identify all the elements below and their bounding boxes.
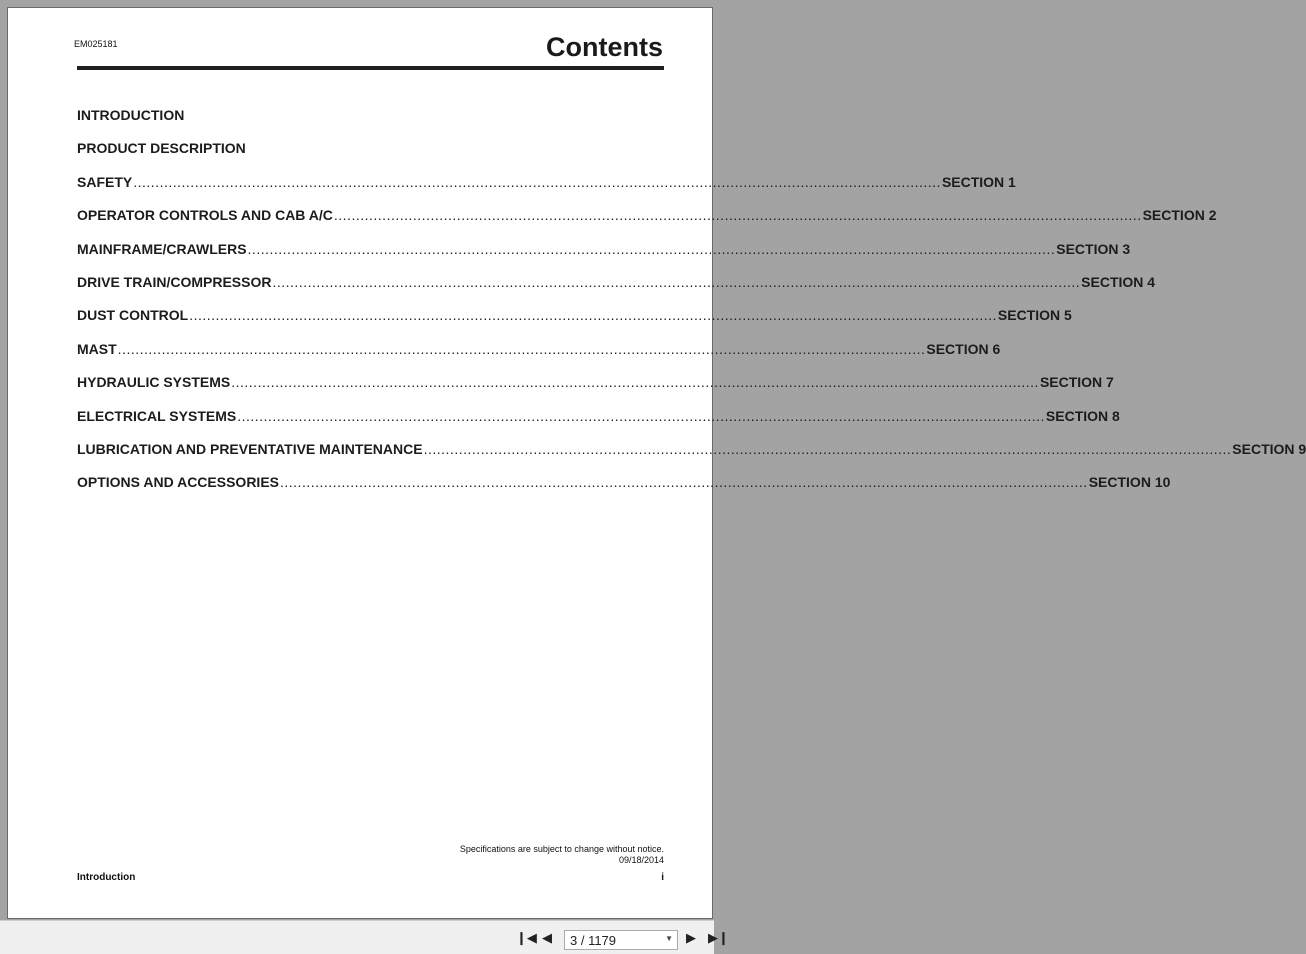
dot-leader xyxy=(280,474,1088,490)
toc-entry[interactable] xyxy=(77,440,1306,474)
toc-label: PRODUCT DESCRIPTION xyxy=(77,140,246,157)
toc-section: SECTION 10 xyxy=(1088,474,1171,491)
toc-entry[interactable] xyxy=(77,240,1131,274)
chevron-down-icon: ▼ xyxy=(665,934,673,943)
toc-entry[interactable] xyxy=(77,173,1016,207)
page-title: Contents xyxy=(546,32,663,62)
toc-entry[interactable] xyxy=(77,107,659,140)
toc-label: HYDRAULIC SYSTEMS xyxy=(77,374,231,391)
toc-section: SECTION 3 xyxy=(1056,240,1131,257)
toc-section: SECTION 4 xyxy=(1081,273,1156,290)
dot-leader xyxy=(334,207,1142,223)
dot-leader xyxy=(237,408,1045,424)
page-selector[interactable] xyxy=(564,930,678,950)
previous-page-icon[interactable]: ◀ xyxy=(542,930,552,945)
toc-entry[interactable] xyxy=(77,474,1171,507)
toc-section: SECTION 6 xyxy=(926,340,1001,357)
toc-section: SECTION 8 xyxy=(1045,407,1120,424)
toc-section: SECTION 1 xyxy=(941,173,1016,190)
dot-leader xyxy=(231,374,1039,390)
last-page-icon[interactable]: ▶❙ xyxy=(708,930,729,945)
toc-section: SECTION 9 xyxy=(1232,440,1306,457)
toc-entry[interactable] xyxy=(77,340,1001,374)
toc-section: SECTION 5 xyxy=(997,307,1072,324)
document-id: EM025181 xyxy=(74,39,118,49)
toc-section: SECTION 7 xyxy=(1039,374,1114,391)
revision-date: 09/18/2014 xyxy=(618,855,664,865)
toc-label: OPTIONS AND ACCESSORIES xyxy=(77,474,279,491)
toc-label: OPERATOR CONTROLS AND CAB A/C xyxy=(77,207,333,224)
toc-entry[interactable] xyxy=(77,140,659,173)
toc-label: LUBRICATION AND PREVENTATIVE MAINTENANCE xyxy=(77,440,423,457)
toc-entry[interactable] xyxy=(77,207,1217,240)
toc-section: SECTION 2 xyxy=(1142,207,1217,224)
pdf-page xyxy=(7,7,1306,919)
toc-entry[interactable] xyxy=(77,374,1114,407)
toc-label: INTRODUCTION xyxy=(77,107,185,123)
dot-leader xyxy=(272,274,1080,290)
toc-label: ELECTRICAL SYSTEMS xyxy=(77,407,237,424)
toc-entry[interactable] xyxy=(77,307,1072,340)
next-page-icon[interactable]: ▶ xyxy=(686,930,696,945)
notice-text: Specifications are subject to change without notice. xyxy=(459,844,664,854)
footer-page-number: i xyxy=(661,872,664,883)
toc-label: MAST xyxy=(77,340,117,357)
page-indicator: 3 / 1179 xyxy=(570,933,617,948)
dot-leader xyxy=(133,174,941,190)
toc-entry[interactable] xyxy=(77,407,1120,441)
dot-leader xyxy=(118,341,926,357)
title-rule xyxy=(77,66,664,70)
dot-leader xyxy=(189,307,997,323)
dot-leader xyxy=(248,241,1056,257)
toc-label: DRIVE TRAIN/COMPRESSOR xyxy=(77,273,272,290)
pdf-toolbar xyxy=(0,920,729,954)
footer-chapter: Introduction xyxy=(77,872,136,883)
first-page-icon[interactable]: ❙◀ xyxy=(516,930,537,945)
toc-label: MAINFRAME/CRAWLERS xyxy=(77,240,247,257)
dot-leader xyxy=(424,441,1232,457)
spec-notice xyxy=(460,844,664,866)
table-of-contents xyxy=(77,107,1306,508)
toc-label: DUST CONTROL xyxy=(77,307,189,324)
toc-entry[interactable] xyxy=(77,273,1156,307)
toc-label: SAFETY xyxy=(77,173,133,190)
